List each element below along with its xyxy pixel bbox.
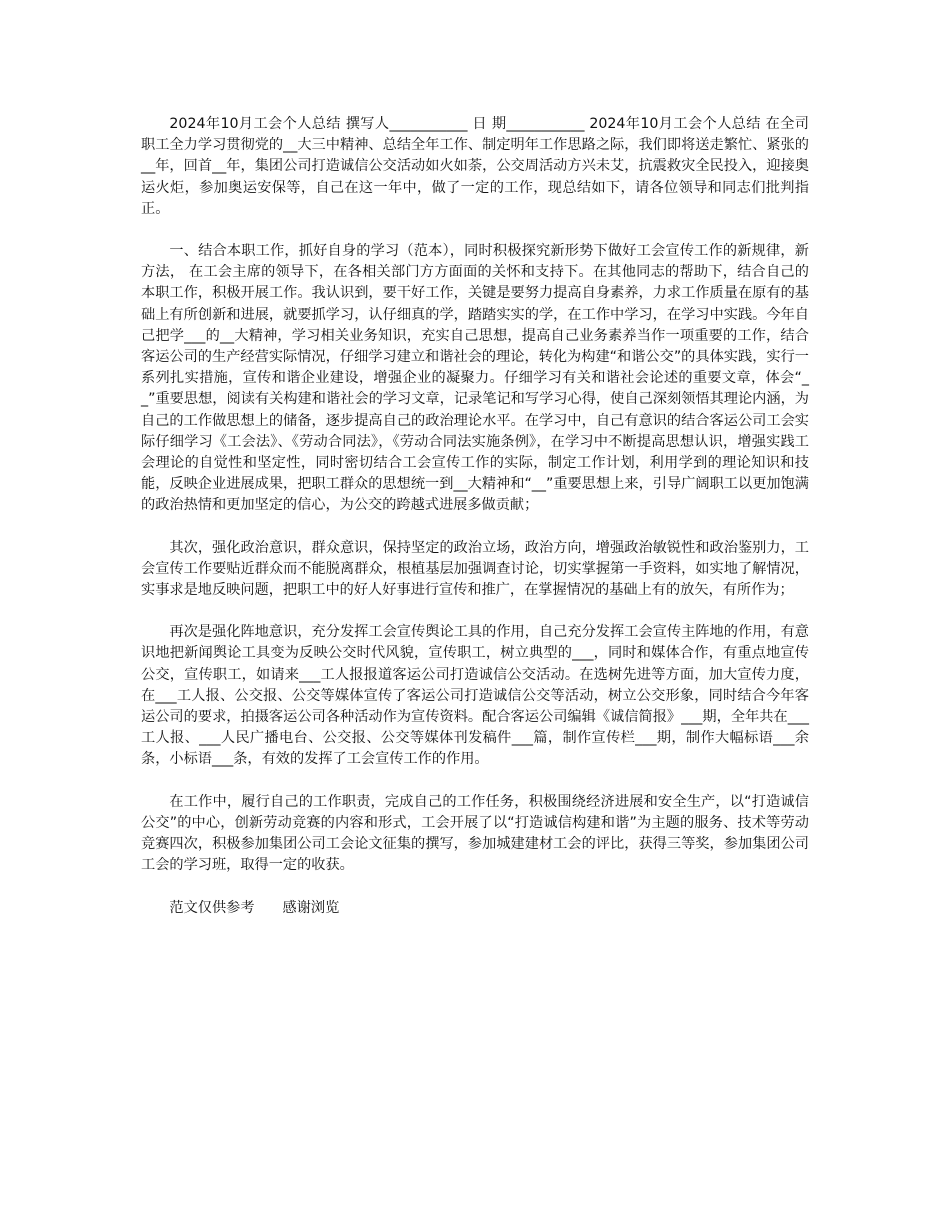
document-footer [141, 898, 809, 919]
paragraph-study: 一、结合本职工作，抓好自身的学习（范本），同时积极探究新形势下做好工会宣传工作的新规律，新方法， 在工会主席的领导下，在各相关部门方方面面的关怀和支持下。在其他同志的帮助下，结合自己的本职工作，积极开展工作。我认识到，要干好工作，关键是要努力提高自身素养，力求工作质量在原有的基础上有所创新和进展，就要抓学习，认仔细真的学，踏踏实实的学，在工作中学习，在学习中实践。今年自己把学___的__大精神，学习相关业务知识，充实自己思想，提高自己业务素养当作一项重要的工作，结合客运公司的生产经营实际情况，仔细学习建立和谐社会的理论，转化为构建“和谐公交”的具体实践，实行一系列扎实措施，宣传和谐企业建设，增强企业的凝聚力。仔细学习有关和谐社会论述的重要文章，体会“__”重要思想，阅读有关构建和谐社会的学习文章，记录笔记和写学习心得，使自己深刻领悟其理论内涵，为自己的工作做思想上的储备，逐步提高自己的政治理论水平。在学习中，自己有意识的结合客运公司工会实际仔细学习《工会法》、《劳动合同法》，《劳动合同法实施条例》，在学习中不断提高思想认识，增强实践工会理论的自觉性和坚定性，同时密切结合工会宣传工作的实际，制定工作计划，利用学到的理论知识和技能，反映企业进展成果，把职工群众的思想统一到__大精神和“__”重要思想上来，引导广阔职工以更加饱满的政治热情和更加坚定的信心，为公交的跨越式进展多做贡献； [141, 243, 809, 514]
paragraph-intro: 2024年10月工会个人总结 撰写人___________ 日 期___________ 2024年10月工会个人总结 在全司职工全力学习贯彻党的__大三中精神、总结全年工作、制定明年工作思路之际，我们即将送走繁忙、紧张的__年，回首__年，集团公司打造诚信公交活动如火如荼，公交周活动方兴未艾，抗震救灾全民投入，迎接奥运火炬，参加奥运安保等，自己在这一年中，做了一定的工作，现总结如下，请各位领导和同志们批判指正。 [141, 116, 809, 217]
paragraph-political-awareness: 其次，强化政治意识，群众意识，保持坚定的政治立场，政治方向，增强政治敏锐性和政治鉴别力，工会宣传工作要贴近群众而不能脱离群众，根植基层加强调查讨论，切实掌握第一手资料，如实地了解情况，实事求是地反映问题，把职工中的好人好事进行宣传和推广，在掌握情况的基础上有的放矢，有所作为； [141, 539, 809, 599]
footer-thanks-note: 感谢浏览 [282, 899, 340, 916]
document-body [141, 114, 809, 919]
paragraph-publicity: 再次是强化阵地意识，充分发挥工会宣传舆论工具的作用，自己充分发挥工会宣传主阵地的作用，有意识地把新闻舆论工具变为反映公交时代风貌，宣传职工，树立典型的___，同时和媒体合作，有重点地宣传公交，宣传职工，如请来___工人报报道客运公司打造诚信公交活动。在选树先进等方面，加大宣传力度，在___工人报、公交报、公交等媒体宣传了客运公司打造诚信公交等活动，树立公交形象，同时结合今年客运公司的要求，拍摄客运公司各种活动作为宣传资料。配合客运公司编辑《诚信简报》___期，全年共在___工人报、___人民广播电台、公交报、公交等媒体刊发稿件___篇，制作宣传栏___期，制作大幅标语___余条，小标语___条，有效的发挥了工会宣传工作的作用。 [141, 624, 809, 768]
footer-reference-note: 范文仅供参考 [169, 899, 255, 916]
paragraph-work-duties: 在工作中，履行自己的工作职责，完成自己的工作任务，积极围绕经济进展和安全生产，以“打造诚信公交”的中心，创新劳动竞赛的内容和形式，工会开展了以“打造诚信构建和谐”为主题的服务、技术等劳动竞赛四次，积极参加集团公司工会论文征集的撰写，参加城建建材工会的评比，获得三等奖，参加集团公司工会的学习班，取得一定的收获。 [141, 793, 809, 874]
